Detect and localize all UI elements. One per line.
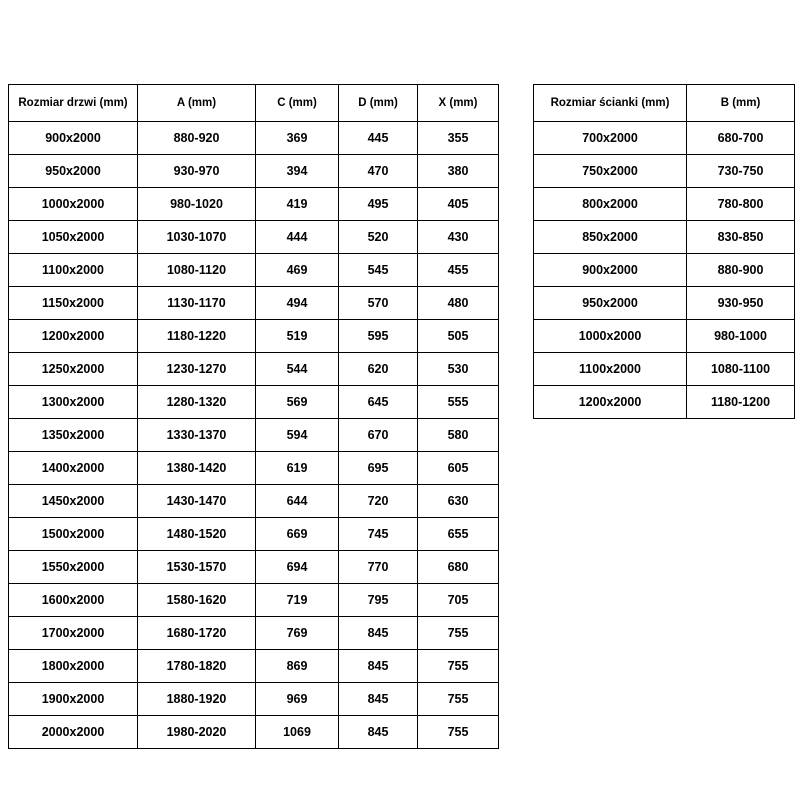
cell-c: 1069: [256, 716, 339, 749]
cell-d: 845: [339, 650, 418, 683]
cell-d: 695: [339, 452, 418, 485]
cell-a: 1230-1270: [138, 353, 256, 386]
cell-x: 380: [418, 155, 499, 188]
cell-a: 1580-1620: [138, 584, 256, 617]
table-row: [9, 485, 499, 518]
cell-door-size: 1600x2000: [9, 584, 138, 617]
cell-x: 755: [418, 683, 499, 716]
cell-c: 544: [256, 353, 339, 386]
table-row: [534, 287, 795, 320]
table-row: [534, 221, 795, 254]
cell-x: 655: [418, 518, 499, 551]
table-row: [9, 650, 499, 683]
table-row: [9, 452, 499, 485]
table-row: [9, 320, 499, 353]
cell-d: 845: [339, 617, 418, 650]
cell-door-size: 2000x2000: [9, 716, 138, 749]
cell-a: 1880-1920: [138, 683, 256, 716]
table-row: [534, 386, 795, 419]
table-row: [9, 617, 499, 650]
cell-x: 455: [418, 254, 499, 287]
cell-wall-size: 900x2000: [534, 254, 687, 287]
cell-a: 1780-1820: [138, 650, 256, 683]
cell-x: 705: [418, 584, 499, 617]
cell-door-size: 1450x2000: [9, 485, 138, 518]
cell-d: 745: [339, 518, 418, 551]
wall-panel-table-body: [534, 122, 795, 419]
cell-door-size: 1250x2000: [9, 353, 138, 386]
cell-a: 1480-1520: [138, 518, 256, 551]
cell-b: 880-900: [687, 254, 795, 287]
cell-a: 1680-1720: [138, 617, 256, 650]
table-row: [9, 551, 499, 584]
cell-x: 755: [418, 617, 499, 650]
wall-panel-table-head: [534, 85, 795, 122]
table-row: [534, 122, 795, 155]
cell-x: 480: [418, 287, 499, 320]
cell-door-size: 1050x2000: [9, 221, 138, 254]
cell-a: 1380-1420: [138, 452, 256, 485]
cell-b: 680-700: [687, 122, 795, 155]
cell-d: 845: [339, 716, 418, 749]
cell-x: 530: [418, 353, 499, 386]
column-header-d: D (mm): [339, 85, 418, 122]
table-row: [534, 353, 795, 386]
cell-wall-size: 950x2000: [534, 287, 687, 320]
cell-c: 769: [256, 617, 339, 650]
cell-a: 1530-1570: [138, 551, 256, 584]
cell-c: 869: [256, 650, 339, 683]
door-size-table: [8, 84, 499, 749]
table-row: [9, 518, 499, 551]
cell-c: 394: [256, 155, 339, 188]
cell-b: 780-800: [687, 188, 795, 221]
cell-d: 470: [339, 155, 418, 188]
cell-a: 880-920: [138, 122, 256, 155]
column-header-x: X (mm): [418, 85, 499, 122]
cell-door-size: 1800x2000: [9, 650, 138, 683]
cell-x: 505: [418, 320, 499, 353]
cell-c: 519: [256, 320, 339, 353]
table-row: [9, 353, 499, 386]
cell-a: 1080-1120: [138, 254, 256, 287]
cell-door-size: 1500x2000: [9, 518, 138, 551]
cell-x: 355: [418, 122, 499, 155]
cell-d: 595: [339, 320, 418, 353]
cell-c: 619: [256, 452, 339, 485]
table-row: [534, 254, 795, 287]
cell-d: 545: [339, 254, 418, 287]
cell-wall-size: 1000x2000: [534, 320, 687, 353]
wall-panel-size-table: [533, 84, 795, 419]
cell-a: 1980-2020: [138, 716, 256, 749]
cell-d: 770: [339, 551, 418, 584]
cell-door-size: 1200x2000: [9, 320, 138, 353]
cell-c: 719: [256, 584, 339, 617]
cell-x: 755: [418, 650, 499, 683]
cell-x: 430: [418, 221, 499, 254]
cell-door-size: 1300x2000: [9, 386, 138, 419]
cell-door-size: 1000x2000: [9, 188, 138, 221]
table-header-row: [9, 85, 499, 122]
cell-c: 369: [256, 122, 339, 155]
cell-d: 520: [339, 221, 418, 254]
cell-b: 1180-1200: [687, 386, 795, 419]
table-row: [534, 188, 795, 221]
cell-c: 969: [256, 683, 339, 716]
cell-d: 795: [339, 584, 418, 617]
cell-c: 644: [256, 485, 339, 518]
door-size-table-body: [9, 122, 499, 749]
cell-c: 569: [256, 386, 339, 419]
cell-c: 694: [256, 551, 339, 584]
column-header-b: B (mm): [687, 85, 795, 122]
table-row: [9, 716, 499, 749]
table-row: [534, 320, 795, 353]
cell-a: 1030-1070: [138, 221, 256, 254]
cell-a: 1280-1320: [138, 386, 256, 419]
table-row: [9, 254, 499, 287]
cell-door-size: 950x2000: [9, 155, 138, 188]
cell-wall-size: 850x2000: [534, 221, 687, 254]
cell-x: 555: [418, 386, 499, 419]
cell-x: 405: [418, 188, 499, 221]
cell-x: 605: [418, 452, 499, 485]
cell-door-size: 1150x2000: [9, 287, 138, 320]
cell-a: 1180-1220: [138, 320, 256, 353]
cell-wall-size: 700x2000: [534, 122, 687, 155]
table-row: [9, 122, 499, 155]
table-row: [9, 419, 499, 452]
cell-door-size: 1900x2000: [9, 683, 138, 716]
cell-wall-size: 1100x2000: [534, 353, 687, 386]
cell-b: 980-1000: [687, 320, 795, 353]
table-row: [9, 221, 499, 254]
cell-c: 594: [256, 419, 339, 452]
cell-a: 930-970: [138, 155, 256, 188]
cell-x: 755: [418, 716, 499, 749]
cell-wall-size: 750x2000: [534, 155, 687, 188]
cell-x: 680: [418, 551, 499, 584]
column-header-door-size: Rozmiar drzwi (mm): [9, 85, 138, 122]
cell-door-size: 1700x2000: [9, 617, 138, 650]
cell-d: 845: [339, 683, 418, 716]
cell-b: 1080-1100: [687, 353, 795, 386]
cell-wall-size: 800x2000: [534, 188, 687, 221]
cell-a: 1130-1170: [138, 287, 256, 320]
cell-door-size: 1550x2000: [9, 551, 138, 584]
cell-d: 445: [339, 122, 418, 155]
cell-c: 494: [256, 287, 339, 320]
table-row: [9, 584, 499, 617]
cell-c: 469: [256, 254, 339, 287]
cell-wall-size: 1200x2000: [534, 386, 687, 419]
cell-d: 495: [339, 188, 418, 221]
cell-d: 720: [339, 485, 418, 518]
table-row: [534, 155, 795, 188]
cell-x: 630: [418, 485, 499, 518]
cell-b: 930-950: [687, 287, 795, 320]
column-header-a: A (mm): [138, 85, 256, 122]
column-header-wall-size: Rozmiar ścianki (mm): [534, 85, 687, 122]
cell-c: 669: [256, 518, 339, 551]
cell-door-size: 900x2000: [9, 122, 138, 155]
cell-c: 444: [256, 221, 339, 254]
table-row: [9, 188, 499, 221]
cell-a: 980-1020: [138, 188, 256, 221]
table-row: [9, 683, 499, 716]
cell-door-size: 1100x2000: [9, 254, 138, 287]
cell-d: 670: [339, 419, 418, 452]
cell-a: 1430-1470: [138, 485, 256, 518]
table-row: [9, 287, 499, 320]
column-header-c: C (mm): [256, 85, 339, 122]
cell-d: 645: [339, 386, 418, 419]
door-size-table-head: [9, 85, 499, 122]
cell-d: 570: [339, 287, 418, 320]
table-row: [9, 155, 499, 188]
cell-b: 830-850: [687, 221, 795, 254]
cell-door-size: 1350x2000: [9, 419, 138, 452]
table-header-row: [534, 85, 795, 122]
table-row: [9, 386, 499, 419]
cell-b: 730-750: [687, 155, 795, 188]
cell-door-size: 1400x2000: [9, 452, 138, 485]
cell-c: 419: [256, 188, 339, 221]
cell-d: 620: [339, 353, 418, 386]
cell-a: 1330-1370: [138, 419, 256, 452]
cell-x: 580: [418, 419, 499, 452]
